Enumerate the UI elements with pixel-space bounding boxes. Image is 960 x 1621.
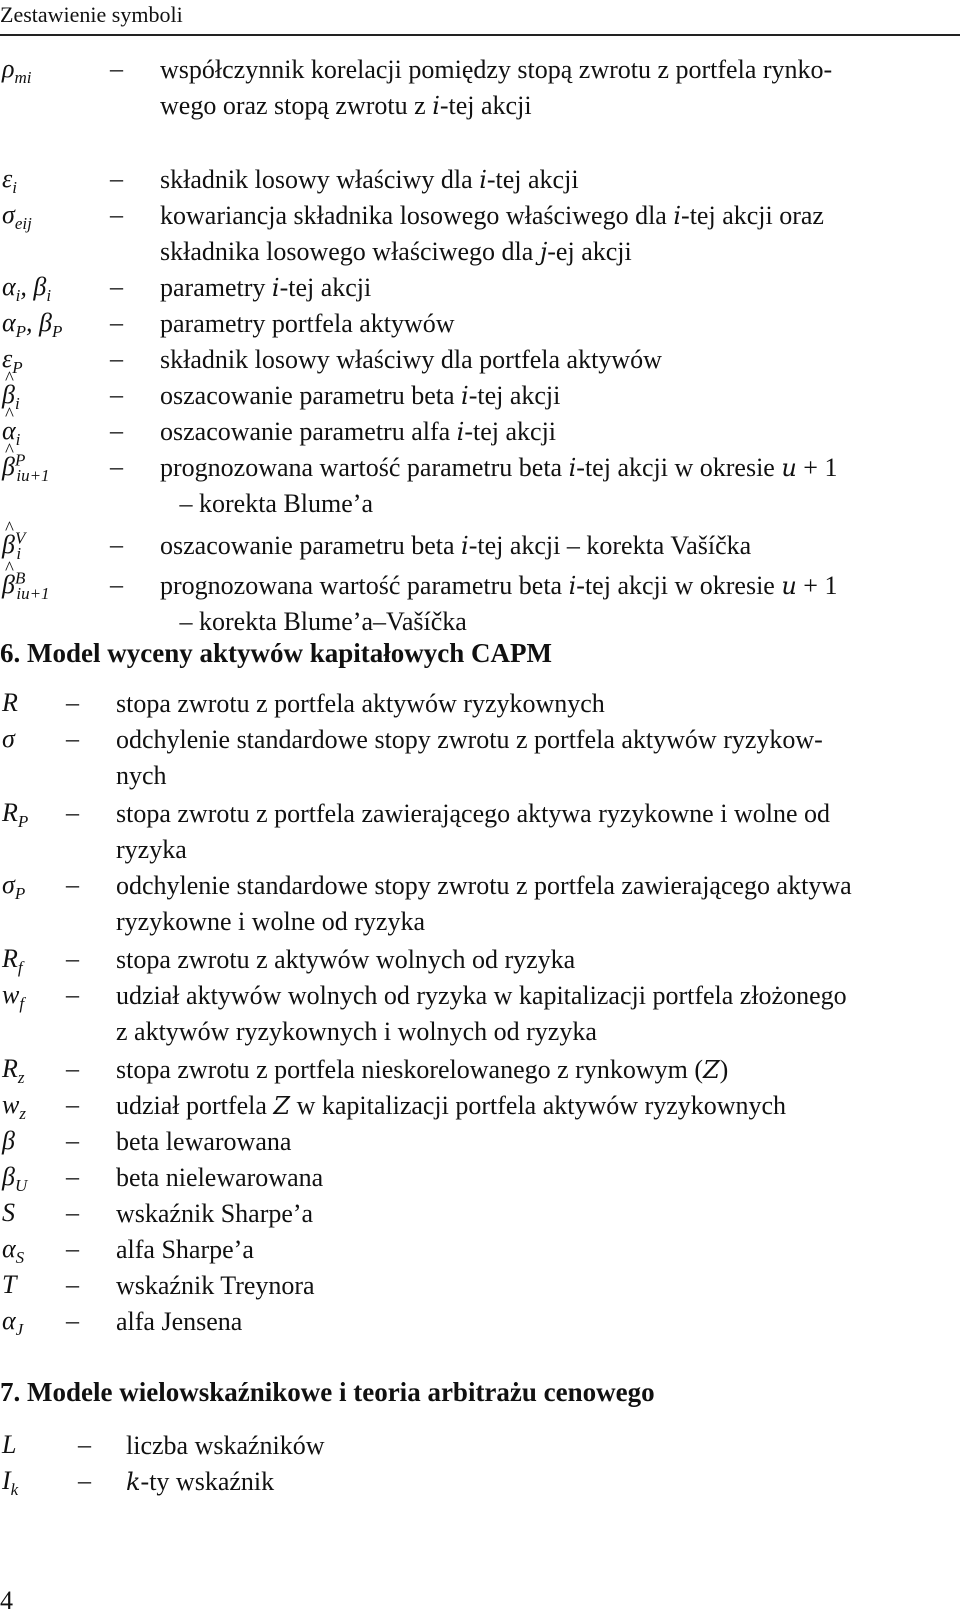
symbol: ^ $\beta^P_{iu+1}$: [2, 452, 50, 482]
symbol-description: oszacowanie parametru beta i-tej akcji – korekta Vašíčka: [160, 531, 752, 560]
separator-dash: –: [110, 380, 123, 409]
symbol: $\alpha_S$: [2, 1234, 25, 1268]
symbol: $R_z$: [2, 1054, 25, 1088]
section-7-heading: 7. Modele wielowskaźnikowe i teoria arbitrażu cenowego: [0, 1377, 655, 1407]
symbol: β: [2, 1126, 15, 1155]
separator-dash: –: [66, 1054, 79, 1083]
separator-dash: –: [110, 164, 123, 193]
separator-dash: –: [66, 1270, 79, 1299]
running-head: Zestawienie symboli: [0, 2, 183, 27]
symbol-description: składnik losowy właściwy dla portfela aktywów: [160, 345, 662, 374]
symbol: R: [2, 688, 18, 717]
separator-dash: –: [110, 530, 123, 559]
symbol-description: alfa Sharpe’a: [116, 1235, 254, 1264]
symbol-description: odchylenie standardowe stopy zwrotu z portfela aktywów ryzykow- nych: [116, 725, 823, 790]
symbol-description: stopa zwrotu z portfela zawierającego aktywa ryzykowne i wolne od ryzyka: [116, 799, 830, 864]
symbol: ^ $\beta^B_{iu+1}$: [2, 570, 50, 600]
separator-dash: –: [78, 1466, 91, 1495]
symbol-description: parametry portfela aktywów: [160, 309, 455, 338]
separator-dash: –: [110, 272, 123, 301]
symbol-description: odchylenie standardowe stopy zwrotu z portfela zawierającego aktywa ryzykowne i wolne od ryzyka: [116, 871, 852, 936]
symbol: T: [2, 1270, 17, 1299]
separator-dash: –: [66, 724, 79, 753]
symbol: $\varepsilon_P$: [2, 344, 23, 378]
symbol-description: udział portfela Z w kapitalizacji portfela aktywów ryzykownych: [116, 1091, 787, 1120]
separator-dash: –: [110, 452, 123, 481]
separator-dash: –: [110, 54, 123, 83]
symbol-description: alfa Jensena: [116, 1307, 243, 1336]
symbol-description: liczba wskaźników: [126, 1431, 325, 1460]
separator-dash: –: [110, 570, 123, 599]
symbol-description: prognozowana wartość parametru beta i-tej akcji w okresie u + 1 – korekta Blume’a–Vašíčka: [160, 571, 838, 636]
symbol: $\sigma_P$: [2, 870, 26, 904]
separator-dash: –: [66, 1306, 79, 1335]
symbol: $\alpha_P$, $\beta_P$: [2, 308, 63, 342]
separator-dash: –: [110, 200, 123, 229]
separator-dash: –: [110, 308, 123, 337]
symbol: $\rho_{mi}$: [2, 54, 32, 88]
symbol: S: [2, 1198, 15, 1227]
separator-dash: –: [78, 1430, 91, 1459]
separator-dash: –: [110, 344, 123, 373]
symbol-description: oszacowanie parametru beta i-tej akcji: [160, 381, 561, 410]
header-rule: [0, 34, 960, 36]
separator-dash: –: [66, 870, 79, 899]
symbol: $I_k$: [2, 1466, 19, 1500]
symbol: ^ $\beta^V_i$: [2, 530, 21, 560]
symbol: $R_f$: [2, 944, 23, 978]
symbol-description: wskaźnik Treynora: [116, 1271, 315, 1300]
symbol: ^ $\beta_i$: [2, 380, 20, 410]
separator-dash: –: [66, 1126, 79, 1155]
separator-dash: –: [66, 1234, 79, 1263]
separator-dash: –: [66, 1090, 79, 1119]
symbol: $R_P$: [2, 798, 29, 832]
symbol-description: stopa zwrotu z aktywów wolnych od ryzyka: [116, 945, 576, 974]
symbol: $\alpha_J$: [2, 1306, 24, 1340]
section-6-heading: 6. Model wyceny aktywów kapitałowych CAPM: [0, 638, 552, 668]
page-number: 4: [0, 1586, 13, 1615]
separator-dash: –: [110, 416, 123, 445]
symbol-description: oszacowanie parametru alfa i-tej akcji: [160, 417, 557, 446]
symbol: $\beta_U$: [2, 1162, 28, 1196]
separator-dash: –: [66, 1198, 79, 1227]
symbol: $w_z$: [2, 1090, 26, 1124]
separator-dash: –: [66, 688, 79, 717]
symbol-description: parametry i-tej akcji: [160, 273, 372, 302]
symbol-description: kowariancja składnika losowego właściwego dla i-tej akcji oraz składnika losowego właściwego dla j-ej akcji: [160, 201, 824, 266]
symbol: ^ $\alpha_i$: [2, 416, 20, 446]
symbol-description: k-ty wskaźnik: [126, 1467, 275, 1496]
symbol-description: współczynnik korelacji pomiędzy stopą zwrotu z portfela rynko- wego oraz stopą zwrotu z i-tej akcji: [160, 55, 833, 120]
symbol-description: beta nielewarowana: [116, 1163, 324, 1192]
symbol: $\alpha_i$, $\beta_i$: [2, 272, 52, 306]
symbol: σ: [2, 724, 15, 753]
symbol-description: udział aktywów wolnych od ryzyka w kapitalizacji portfela złożonego z aktywów ryzykownych i wolnych od ryzyka: [116, 981, 847, 1046]
symbol: $\varepsilon_i$: [2, 164, 17, 198]
symbol-description: prognozowana wartość parametru beta i-tej akcji w okresie u + 1 – korekta Blume’a: [160, 453, 838, 518]
separator-dash: –: [66, 980, 79, 1009]
symbol: L: [2, 1430, 17, 1459]
symbol: $w_f$: [2, 980, 25, 1014]
symbol-description: stopa zwrotu z portfela aktywów ryzykownych: [116, 689, 605, 718]
symbol-description: składnik losowy właściwy dla i-tej akcji: [160, 165, 579, 194]
symbol-description: stopa zwrotu z portfela nieskorelowanego z rynkowym (Z): [116, 1055, 729, 1084]
separator-dash: –: [66, 1162, 79, 1191]
symbol-description: beta lewarowana: [116, 1127, 292, 1156]
separator-dash: –: [66, 798, 79, 827]
separator-dash: –: [66, 944, 79, 973]
symbol-description: wskaźnik Sharpe’a: [116, 1199, 314, 1228]
symbol: $\sigma_{eij}$: [2, 200, 32, 234]
